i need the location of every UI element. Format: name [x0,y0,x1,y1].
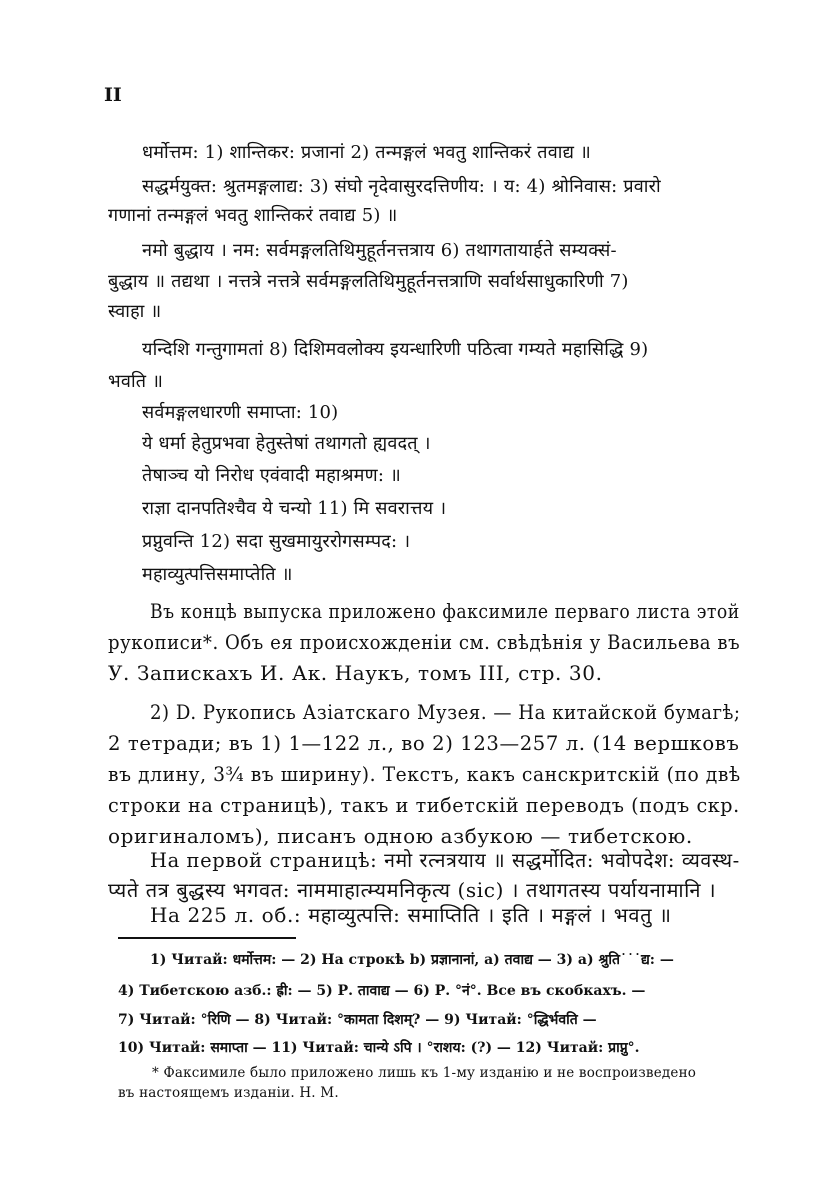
sanskrit-line: स्वाहा ॥ [108,301,162,322]
paragraph-line: 2) D. Рукопись Азіатскаго Музея. — На китайской бумагѣ; [150,700,741,724]
footnote-line: 1) Читай: धर्मोत्तम: — 2) На строкѣ b) प्रज्ञानानां, a) तवाद्य — 3) a) श्रुति˙˙˙द्य: — [150,952,674,968]
paragraph-line: प्यते तत्र बुद्धस्य भगवत: नाममाहात्म्यमनिकृत्य (sic) । तथागतस्य पर्यायनामानि । [108,878,717,902]
sanskrit-line: सद्धर्मयुक्त: श्रुतमङ्गलाद्य: 3) संघो नृदेवासुरदत्तिणीय: । य: 4) श्रोनिवास: प्रवारो [142,176,661,197]
sanskrit-line: राज्ञा दानपतिश्चैव ये चन्यो 11) मि सवरात्तय । [142,498,447,519]
sanskrit-line: प्रप्नुवन्ति 12) सदा सुखमायुररोगसम्पद: । [142,531,411,552]
paragraph-line: 2 тетради; въ 1) 1—122 л., во 2) 123—257 л. (14 вершковъ [108,731,740,755]
paragraph-line: въ длину, 3¾ въ ширину). Текстъ, какъ санскритскій (по двѣ [108,762,741,786]
sanskrit-line: भवति ॥ [108,371,164,392]
sanskrit-line: गणानां तन्मङ्गलं भवतु शान्तिकरं तवाद्य 5) ॥ [108,205,398,226]
footnote-line: 4) Тибетскою азб.: ह्री: — 5) Р. तावाद्य — 6) Р. °नं°. Все въ скобкахъ. — [118,983,646,999]
sanskrit-line: यन्दिशि गन्तुगामतां 8) दिशिमवलोक्य इयन्धारिणी पठित्वा गम्यते महासिद्धि 9) [142,339,649,360]
facsimile-note-line: въ настоящемъ изданіи. Н. М. [118,1085,339,1101]
facsimile-note-line: * Факсимиле было приложено лишь къ 1-му изданію и не воспроизведено [152,1065,697,1081]
paragraph-line: строки на страницѣ), такъ и тибетскій переводъ (подъ скр. [108,793,740,817]
page-number: II [104,84,122,106]
paragraph-line: На первой страницѣ: नमो रत्नत्रयाय ॥ सद्धर्मोदित: भवोपदेश: व्यवस्थ- [150,848,740,872]
sanskrit-line: सर्वमङ्गलधारणी समाप्ता: 10) [142,402,339,423]
paragraph-line: рукописи*. Объ ея происхожденіи см. свѣдѣнія у Васильева въ [108,630,741,654]
sanskrit-line: ये धर्मा हेतुप्रभवा हेतुस्तेषां तथागतो ह्यवदत् । [142,433,431,454]
footnote-divider [118,937,296,939]
footnote-line: 10) Читай: समाप्ता — 11) Читай: चान्ये ऽपि । °राशय: (?) — 12) Читай: प्राप्नु°. [118,1040,640,1056]
paragraph-line: На 225 л. об.: महाव्युत्पत्ति: समाप्तिति । इति । मङ्गलं । भवतु ॥ [150,903,672,927]
paragraph-line: Въ концѣ выпуска приложено факсимиле перваго листа этой [150,599,740,623]
paragraph-line: оригиналомъ), писанъ одною азбукою — тибетскою. [108,824,693,848]
sanskrit-line: महाव्युत्पत्तिसमाप्तेति ॥ [142,564,293,585]
sanskrit-line: नमो बुद्धाय । नम: सर्वमङ्गलतिथिमुहूर्तनत्तत्राय 6) तथागतायार्हते सम्यक्सं- [142,240,617,261]
sanskrit-line: तेषाञ्च यो निरोध एवंवादी महाश्रमण: ॥ [142,465,401,486]
paragraph-line: У. Запискахъ И. Ак. Наукъ, томъ III, стр. 30. [108,661,603,685]
sanskrit-line: बुद्धाय ॥ तद्यथा । नत्तत्रे नत्तत्रे सर्वमङ्गलतिथिमुहूर्तनत्तत्राणि सर्वार्थसाधुकारिणी 7) [108,271,629,292]
footnote-line: 7) Читай: °रिणि — 8) Читай: °कामता दिशम्? — 9) Читай: °द्धिर्भवति — [118,1012,597,1028]
sanskrit-line: धर्मोत्तम: 1) शान्तिकर: प्रजानां 2) तन्मङ्गलं भवतु शान्तिकरं तवाद्य ॥ [142,142,592,163]
